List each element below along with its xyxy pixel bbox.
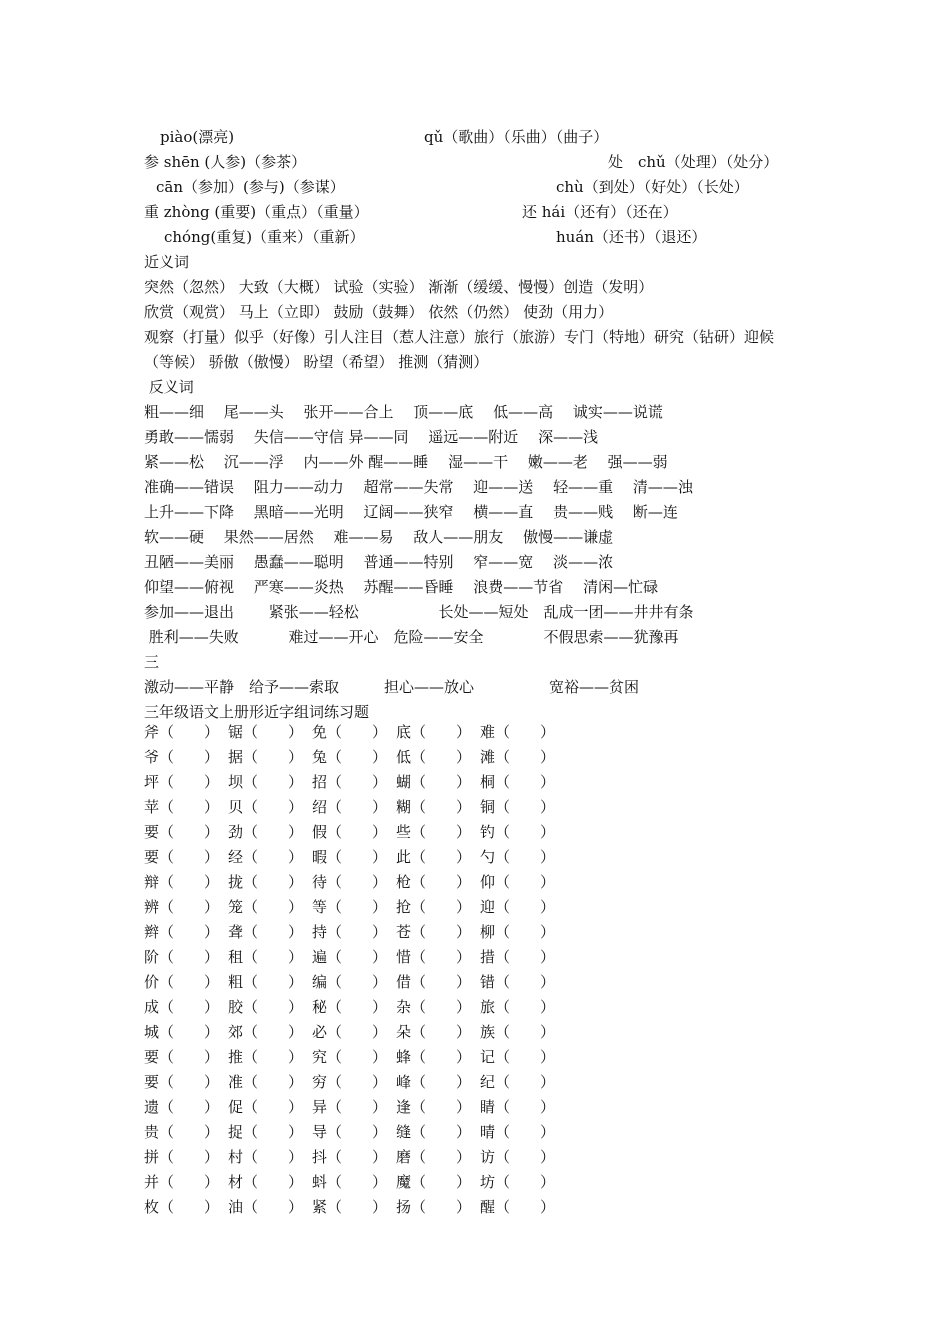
synonym-line: 突然（忽然） 大致（大概） 试验（实验） 渐渐（缓缓、慢慢）创造（发明） [144,278,654,296]
exercise-item: 纪（ ） [480,1073,556,1091]
exercise-heading: 三年级语文上册形近字组词练习题 [144,703,370,721]
exercise-item: 持（ ） [312,923,388,941]
antonym-line: 粗——细 尾——头 张开——合上 顶——底 低——高 诚实——说谎 [144,403,663,421]
exercise-item: 桐（ ） [480,773,556,791]
exercise-item: 坝（ ） [228,773,304,791]
exercise-item: 拼（ ） [144,1148,220,1166]
antonym-line: 三 [144,653,160,671]
exercise-item: 惜（ ） [396,948,472,966]
exercise-item: 导（ ） [312,1123,388,1141]
exercise-item: 迎（ ） [480,898,556,916]
exercise-item: 要（ ） [144,848,220,866]
exercise-item: 逢（ ） [396,1098,472,1116]
exercise-item: 辨（ ） [144,898,220,916]
exercise-item: 辫（ ） [144,923,220,941]
exercise-item: 要（ ） [144,1073,220,1091]
polyphone-zhong: 重 zhòng (重要)（重点）（重量） [144,203,369,221]
exercise-item: 捉（ ） [228,1123,304,1141]
exercise-item: 劲（ ） [228,823,304,841]
exercise-item: 聋（ ） [228,923,304,941]
antonym-line: 勇敢——懦弱 失信——守信 异——同 遥远——附近 深——浅 [144,428,599,446]
exercise-item: 编（ ） [312,973,388,991]
exercise-item: 勺（ ） [480,848,556,866]
synonym-line: 欣赏（观赏） 马上（立即） 鼓励（鼓舞） 依然（仍然） 使劲（用力） [144,303,614,321]
polyphone-can: cān（参加）(参与)（参谋） [156,178,345,196]
exercise-item: 待（ ） [312,873,388,891]
exercise-item: 磨（ ） [396,1148,472,1166]
antonym-line: 上升——下降 黑暗——光明 辽阔——狭窄 横——直 贵——贱 断—连 [144,503,678,521]
exercise-item: 坊（ ） [480,1173,556,1191]
exercise-item: 成（ ） [144,998,220,1016]
synonym-line: 观察（打量）似乎（好像）引人注目（惹人注意）旅行（旅游）专门（特地）研究（钻研）迎候 [144,328,775,346]
exercise-item: 秘（ ） [312,998,388,1016]
exercise-item: 坪（ ） [144,773,220,791]
exercise-item: 苹（ ） [144,798,220,816]
exercise-item: 经（ ） [228,848,304,866]
exercise-item: 异（ ） [312,1098,388,1116]
exercise-item: 免（ ） [312,723,388,741]
exercise-item: 紧（ ） [312,1198,388,1216]
exercise-item: 蝴（ ） [396,773,472,791]
polyphone-chong: chóng(重复)（重来）（重新） [164,228,365,246]
exercise-item: 蚪（ ） [312,1173,388,1191]
exercise-item: 城（ ） [144,1023,220,1041]
exercise-item: 糊（ ） [396,798,472,816]
synonyms-heading: 近义词 [144,253,190,271]
exercise-item: 阶（ ） [144,948,220,966]
exercise-item: 价（ ） [144,973,220,991]
exercise-item: 访（ ） [480,1148,556,1166]
exercise-item: 苍（ ） [396,923,472,941]
exercise-item: 并（ ） [144,1173,220,1191]
antonym-line: 软——硬 果然——居然 难——易 敌人——朋友 傲慢——谦虚 [144,528,614,546]
antonyms-heading: 反义词 [144,378,194,396]
exercise-item: 遗（ ） [144,1098,220,1116]
exercise-item: 蜂（ ） [396,1048,472,1066]
exercise-item: 记（ ） [480,1048,556,1066]
polyphone-hai: 还 hái（还有）（还在） [522,203,678,221]
exercise-item: 滩（ ） [480,748,556,766]
exercise-item: 柳（ ） [480,923,556,941]
exercise-item: 贵（ ） [144,1123,220,1141]
exercise-item: 枪（ ） [396,873,472,891]
exercise-item: 材（ ） [228,1173,304,1191]
antonym-line: 胜利——失败 难过——开心 危险——安全 不假思索——犹豫再 [144,628,679,646]
exercise-item: 魔（ ） [396,1173,472,1191]
exercise-item: 据（ ） [228,748,304,766]
exercise-item: 仰（ ） [480,873,556,891]
antonym-line: 丑陋——美丽 愚蠢——聪明 普通——特别 窄——宽 淡——浓 [144,553,614,571]
exercise-item: 穷（ ） [312,1073,388,1091]
exercise-item: 究（ ） [312,1048,388,1066]
exercise-item: 贝（ ） [228,798,304,816]
exercise-item: 铜（ ） [480,798,556,816]
exercise-item: 拢（ ） [228,873,304,891]
exercise-item: 爷（ ） [144,748,220,766]
exercise-item: 兔（ ） [312,748,388,766]
exercise-item: 此（ ） [396,848,472,866]
exercise-item: 枚（ ） [144,1198,220,1216]
exercise-item: 钓（ ） [480,823,556,841]
exercise-item: 借（ ） [396,973,472,991]
exercise-item: 遍（ ） [312,948,388,966]
antonym-line: 激动——平静 给予——索取 担心——放心 宽裕——贫困 [144,678,640,696]
exercise-item: 朵（ ） [396,1023,472,1041]
antonym-line: 紧——松 沉——浮 内——外 醒——睡 湿——干 嫩——老 强——弱 [144,453,668,471]
exercise-item: 胶（ ） [228,998,304,1016]
exercise-item: 准（ ） [228,1073,304,1091]
exercise-item: 错（ ） [480,973,556,991]
exercise-item: 租（ ） [228,948,304,966]
exercise-item: 晴（ ） [480,1123,556,1141]
polyphone-chu4: chù（到处）（好处）（长处） [556,178,749,196]
exercise-item: 抖（ ） [312,1148,388,1166]
exercise-item: 底（ ） [396,723,472,741]
exercise-item: 绍（ ） [312,798,388,816]
exercise-item: 暇（ ） [312,848,388,866]
polyphone-qu: qǔ（歌曲）（乐曲）（曲子） [424,128,609,146]
exercise-item: 峰（ ） [396,1073,472,1091]
exercise-item: 扬（ ） [396,1198,472,1216]
exercise-item: 必（ ） [312,1023,388,1041]
exercise-item: 笼（ ） [228,898,304,916]
exercise-item: 假（ ） [312,823,388,841]
exercise-item: 措（ ） [480,948,556,966]
exercise-item: 招（ ） [312,773,388,791]
polyphone-shen: 参 shēn (人参)（参茶） [144,153,307,171]
antonym-line: 参加——退出 紧张——轻松 长处——短处 乱成一团——井井有条 [144,603,694,621]
exercise-item: 族（ ） [480,1023,556,1041]
exercise-item: 促（ ） [228,1098,304,1116]
exercise-item: 难（ ） [480,723,556,741]
exercise-item: 粗（ ） [228,973,304,991]
exercise-item: 些（ ） [396,823,472,841]
exercise-item: 杂（ ） [396,998,472,1016]
exercise-item: 推（ ） [228,1048,304,1066]
polyphone-chu3: 处 chǔ（处理）（处分） [608,153,779,171]
exercise-item: 辩（ ） [144,873,220,891]
exercise-item: 旅（ ） [480,998,556,1016]
antonym-line: 仰望——俯视 严寒——炎热 苏醒——昏睡 浪费——节省 清闲—忙碌 [144,578,659,596]
exercise-item: 油（ ） [228,1198,304,1216]
exercise-item: 等（ ） [312,898,388,916]
antonym-line: 准确——错误 阻力——动力 超常——失常 迎——送 轻——重 清——浊 [144,478,693,496]
exercise-item: 锯（ ） [228,723,304,741]
exercise-item: 要（ ） [144,823,220,841]
polyphone-piao: piào(漂亮) [160,128,235,146]
exercise-item: 低（ ） [396,748,472,766]
synonym-line: （等候） 骄傲（傲慢） 盼望（希望） 推测（猜测） [144,353,489,371]
exercise-item: 村（ ） [228,1148,304,1166]
exercise-item: 郊（ ） [228,1023,304,1041]
exercise-item: 醒（ ） [480,1198,556,1216]
exercise-item: 缝（ ） [396,1123,472,1141]
exercise-item: 抢（ ） [396,898,472,916]
exercise-item: 要（ ） [144,1048,220,1066]
polyphone-huan: huán（还书）（退还） [556,228,707,246]
exercise-item: 睛（ ） [480,1098,556,1116]
exercise-item: 斧（ ） [144,723,220,741]
